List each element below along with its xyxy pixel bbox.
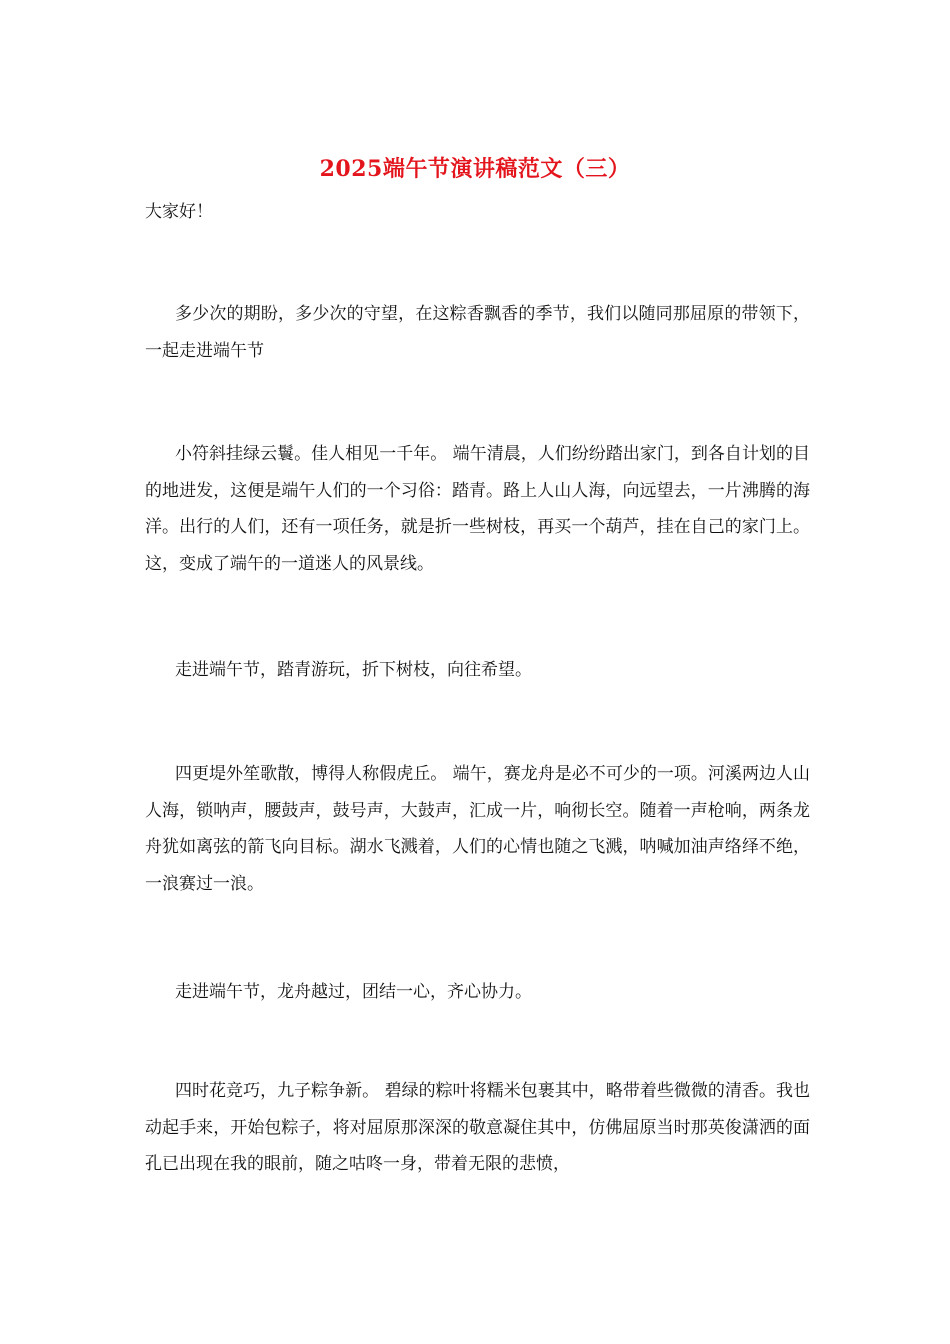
paragraph-4: 四更堤外笙歌散，博得人称假虎丘。 端午，赛龙舟是必不可少的一项。河溪两边人山人海，锁呐声，腰鼓声，鼓号声，大鼓声，汇成一片，响彻长空。随着一声枪响，两条龙舟犹如离弦的箭飞向目标。湖水飞溅着，人们的心情也随之飞溅，呐喊加油声络绎不绝，一浪赛过一浪。 <box>145 764 810 894</box>
paragraph-1: 多少次的期盼，多少次的守望，在这粽香飘香的季节，我们以随同那屈原的带领下，一起走进端午节 <box>145 304 810 361</box>
paragraph-3: 走进端午节，踏青游玩，折下树枝，向往希望。 <box>175 660 532 680</box>
document-title: 2025端午节演讲稿范文（三） <box>319 156 631 182</box>
paragraph-2: 小符斜挂绿云鬟。佳人相见一千年。 端午清晨，人们纷纷踏出家门，到各自计划的目的地进发，这便是端午人们的一个习俗：踏青。路上人山人海，向远望去，一片沸腾的海洋。出行的人们，还有一项任务，就是折一些树枝，再买一个葫芦，挂在自己的家门上。这，变成了端午的一道迷人的风景线。 <box>145 444 810 574</box>
greeting-text: 大家好！ <box>145 202 213 222</box>
paragraph-5: 走进端午节，龙舟越过，团结一心，齐心协力。 <box>175 982 532 1002</box>
paragraph-6: 四时花竞巧，九子粽争新。 碧绿的粽叶将糯米包裹其中，略带着些微微的清香。我也动起手来，开始包粽子，将对屈原那深深的敬意凝住其中，仿佛屈原当时那英俊潇洒的面孔已出现在我的眼前，随之咕咚一身，带着无限的悲愤， <box>145 1081 810 1174</box>
